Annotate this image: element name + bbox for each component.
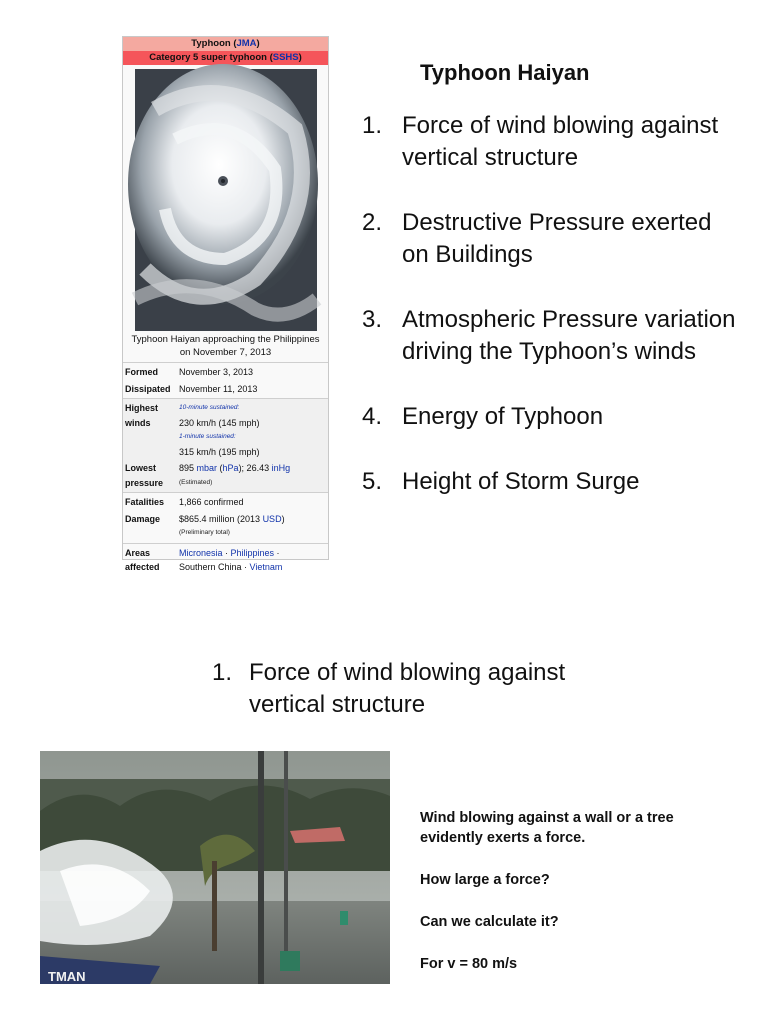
list-number: 2. [362, 209, 383, 236]
separator: · [274, 547, 280, 558]
damage-row [123, 512, 328, 543]
note-4: For v = 80 m/s [420, 956, 518, 972]
note-1: Wind blowing against a wall or a tree evidently exerts a force. [420, 810, 674, 846]
list-text: Force of wind blowing against vertical structure [402, 112, 719, 171]
topic-list [362, 110, 742, 531]
section-number: 1. [212, 659, 233, 686]
areas-label-1: Areas [125, 547, 151, 558]
vietnam-link[interactable]: Vietnam [249, 562, 283, 572]
pressure-label [123, 461, 179, 490]
winds-label [123, 401, 179, 459]
list-text: Destructive Pressure exerted on Buildings [402, 209, 712, 268]
pressure-note: (Estimated) [179, 478, 213, 486]
separator: · [222, 547, 231, 558]
damage-value [179, 512, 328, 541]
winds-row [123, 398, 328, 461]
pressure-value [179, 461, 328, 490]
damage-amount: $865.4 million (2013 [179, 513, 263, 524]
list-item [362, 304, 742, 368]
formed-value: November 3, 2013 [179, 367, 254, 377]
dissipated-label: Dissipated [125, 383, 171, 394]
sshs-link[interactable]: SSHS [272, 52, 299, 63]
list-item [362, 207, 742, 271]
winds-value-1: 230 km/h (145 mph) [179, 417, 260, 428]
mbar-link[interactable]: mbar [196, 463, 218, 473]
pressure-label-1: Lowest [125, 463, 157, 473]
list-text: Height of Storm Surge [402, 468, 640, 495]
section-heading [212, 657, 579, 721]
list-text: Atmospheric Pressure variation driving the Typhoon’s winds [402, 306, 736, 365]
caption-line-2: on November 7, 2013 [179, 347, 272, 358]
formed-row [123, 362, 328, 382]
pressure-number: 895 [179, 463, 197, 473]
pressure-label-2: pressure [125, 477, 164, 488]
damage-close: ) [281, 513, 285, 524]
list-number: 5. [362, 468, 383, 495]
winds-note-1[interactable]: 10-minute sustained: [179, 404, 240, 411]
pressure-row [123, 461, 328, 492]
list-item [362, 110, 742, 174]
damage-note: (Preliminary total) [179, 529, 230, 536]
infobox-header [123, 37, 328, 51]
fatalities-value: 1,866 confirmed [179, 497, 244, 507]
philippines-link[interactable]: Philippines [230, 547, 275, 558]
storm-photo [40, 751, 390, 984]
list-number: 3. [362, 306, 383, 333]
note-2: How large a force? [420, 872, 550, 888]
infobox-category [123, 51, 328, 65]
section-text: Force of wind blowing against vertical structure [249, 659, 566, 718]
infobox-header-suffix: ) [256, 38, 260, 49]
infobox-category-suffix: ) [298, 52, 302, 63]
slide-title: Typhoon Haiyan [420, 60, 590, 85]
list-number: 4. [362, 403, 383, 430]
list-number: 1. [362, 112, 383, 139]
winds-label-1: Highest [125, 403, 159, 413]
list-item [362, 401, 742, 433]
winds-value-2: 315 km/h (195 mph) [179, 446, 260, 457]
satellite-image [135, 69, 317, 331]
formed-label: Formed [125, 367, 159, 377]
areas-label-2: affected [125, 562, 160, 572]
dissipated-value: November 11, 2013 [179, 383, 258, 394]
boat-lettering: TMAN [48, 969, 86, 984]
caption-line-1: Typhoon Haiyan approaching the Philippines [131, 334, 320, 345]
note-3: Can we calculate it? [420, 914, 559, 930]
infobox-table [123, 362, 328, 577]
list-item [362, 466, 742, 498]
southern-china-text: Southern China [179, 562, 242, 572]
inhg-link[interactable]: inHg [271, 463, 291, 473]
fatalities-row [123, 492, 328, 512]
infobox-caption [123, 333, 328, 359]
pressure-paren: ( [217, 463, 223, 473]
usd-link[interactable]: USD [262, 513, 282, 524]
dissipated-row [123, 382, 328, 399]
fatalities-label: Fatalities [125, 497, 165, 507]
separator: · [241, 562, 250, 572]
hpa-link[interactable]: hPa [222, 463, 239, 473]
notes [420, 808, 720, 996]
winds-value [179, 401, 328, 459]
list-text: Energy of Typhoon [402, 403, 604, 430]
areas-label [123, 546, 179, 575]
infobox-category-text: Category 5 super typhoon ( [149, 52, 273, 63]
damage-label: Damage [125, 513, 161, 524]
jma-link[interactable]: JMA [236, 38, 257, 49]
pressure-mid: ); 26.43 [238, 463, 272, 473]
micronesia-link[interactable]: Micronesia [179, 547, 223, 558]
areas-value [179, 546, 328, 575]
winds-label-2: winds [125, 417, 151, 428]
typhoon-infobox [122, 36, 329, 572]
infobox-header-text: Typhoon ( [191, 38, 237, 49]
areas-row [123, 543, 328, 577]
winds-note-2[interactable]: 1-minute sustained: [179, 433, 236, 440]
